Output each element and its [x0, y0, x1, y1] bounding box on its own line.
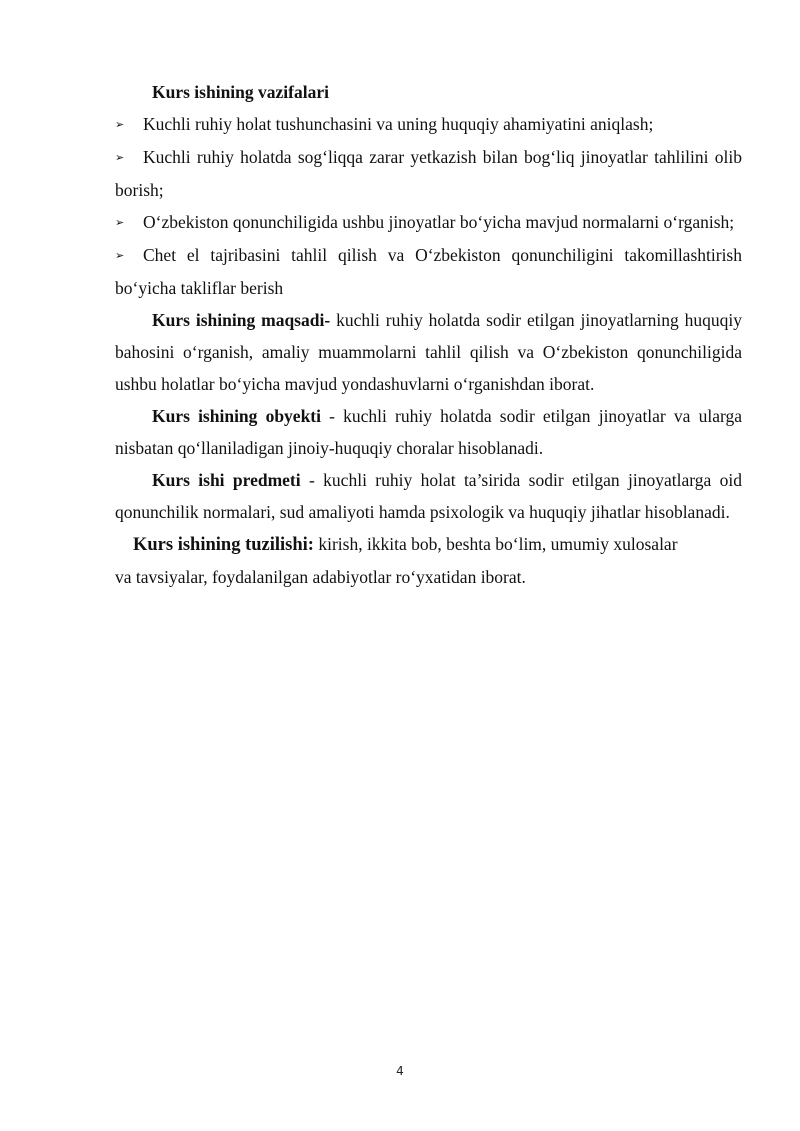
task-item	[115, 108, 742, 141]
structure-paragraph-continuation	[115, 561, 742, 593]
task-text: Chet el tajribasini tahlil qilish va O‘zbekiston qonunchiligini takomillashtirish bo‘yicha takliflar berish	[115, 245, 742, 298]
arrow-bullet-icon: ➢	[115, 151, 125, 164]
task-text: Kuchli ruhiy holat tushunchasini va uning huquqiy ahamiyatini aniqlash;	[143, 114, 654, 134]
task-text: O‘zbekiston qonunchiligida ushbu jinoyatlar bo‘yicha mavjud normalarni o‘rganish;	[143, 212, 735, 232]
arrow-bullet-icon: ➢	[115, 118, 125, 131]
structure-label: Kurs ishining tuzilishi:	[133, 535, 314, 555]
structure-text-line1: kirish, ikkita bob, beshta bo‘lim, umumiy xulosalar	[313, 534, 678, 554]
goal-paragraph	[115, 304, 742, 400]
task-item	[115, 206, 742, 239]
task-item	[115, 239, 742, 304]
goal-label: Kurs ishining maqsadi-	[152, 310, 331, 330]
arrow-bullet-icon: ➢	[115, 249, 125, 262]
task-item	[115, 141, 742, 206]
structure-text-line2: va tavsiyalar, foydalanilgan adabiyotlar ro‘yxatidan iborat.	[115, 567, 526, 587]
subject-text: - kuchli ruhiy holat ta’sirida sodir etilgan jinoyatlarga oid qonunchilik normalari, sud amaliyoti hamda psixologik va huquqiy jihatlar hisoblanadi.	[115, 470, 742, 522]
object-label: Kurs ishining obyekti	[152, 406, 321, 426]
object-text: - kuchli ruhiy holatda sodir etilgan jinoyatlar va ularga nisbatan qo‘llaniladigan jinoiy-huquqiy choralar hisoblanadi.	[115, 406, 742, 458]
page-number: 4	[396, 1064, 404, 1078]
arrow-bullet-icon: ➢	[115, 216, 125, 229]
tasks-heading: Kurs ishining vazifalari	[152, 82, 329, 102]
subject-paragraph	[115, 464, 742, 528]
structure-paragraph	[115, 528, 742, 561]
subject-label: Kurs ishi predmeti	[152, 470, 301, 490]
task-text: Kuchli ruhiy holatda sog‘liqqa zarar yetkazish bilan bog‘liq jinoyatlar tahlilini olib borish;	[115, 147, 742, 200]
page-content	[115, 76, 742, 593]
goal-text: kuchli ruhiy holatda sodir etilgan jinoyatlarning huquqiy bahosini o‘rganish, amaliy muammolarni tahlil qilish va O‘zbekiston qonunchiligida ushbu holatlar bo‘yicha mavjud yondashuvlarni o‘rganishdan iborat.	[115, 310, 742, 394]
object-paragraph	[115, 400, 742, 464]
